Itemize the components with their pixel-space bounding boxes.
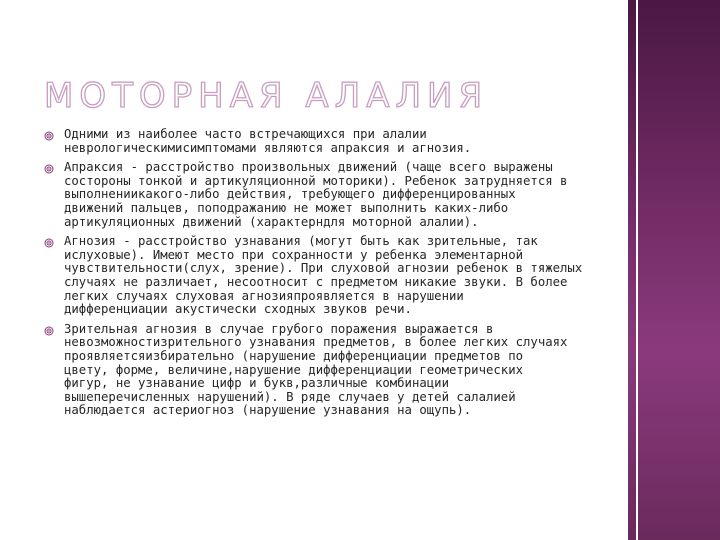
slide-title: МОТОРНАЯ АЛАЛИЯ [44,76,489,116]
target-bullet-icon [44,131,54,141]
bullet-item [44,128,600,155]
side-decoration-band [628,0,720,540]
bullet-text: Апраксия - расстройство произвольных движений (чаще всего выражены состороны тонкой и артикуляционной моторики). Ребенок затрудняется в выполнениикакого-либо действия, требующего дифференцированных движений пальцев, поподражанию не может выполнить каких-либо артикуляционных движений (характерндля моторной алалии). [64,160,568,229]
bullet-item [44,161,600,229]
bullet-list [44,128,600,424]
bullet-item [44,235,600,317]
bullet-text: Зрительная агнозия в случае грубого поражения выражается в невозможностизрительного узнавания предметов, в более легких случаях проявляетсяизбирательно (нарушение дифференциации предметов по цвету, форме, величине,нарушение дифференциации геометрических фигур, не узнавание цифр и букв,различные комбинации вышеперечисленных нарушений). В ряде случаев у детей салалией наблюдается астериогноз (нарушение узнавания на ощупь). [64,321,568,418]
bullet-item [44,323,600,418]
bullet-text: Одними из наиболее часто встречающихся при алалии неврологическимисимптомами являются апраксия и агнозия. [64,127,472,155]
target-bullet-icon [44,326,54,336]
side-decoration-line [636,0,638,540]
target-bullet-icon [44,238,54,248]
target-bullet-icon [44,164,54,174]
bullet-text: Агнозия - расстройство узнавания (могут быть как зрительные, так ислуховые). Имеют место при сохранности у ребенка элементарной чувствительности(слух, зрение). При слуховой агнозии ребенок в тяжелых случаях не различает, несоотносит с предметом никакие звуки. В более легких случаях слуховая агнозияпроявляется в нарушении дифференциации акустически сходных звуков речи. [64,234,583,317]
